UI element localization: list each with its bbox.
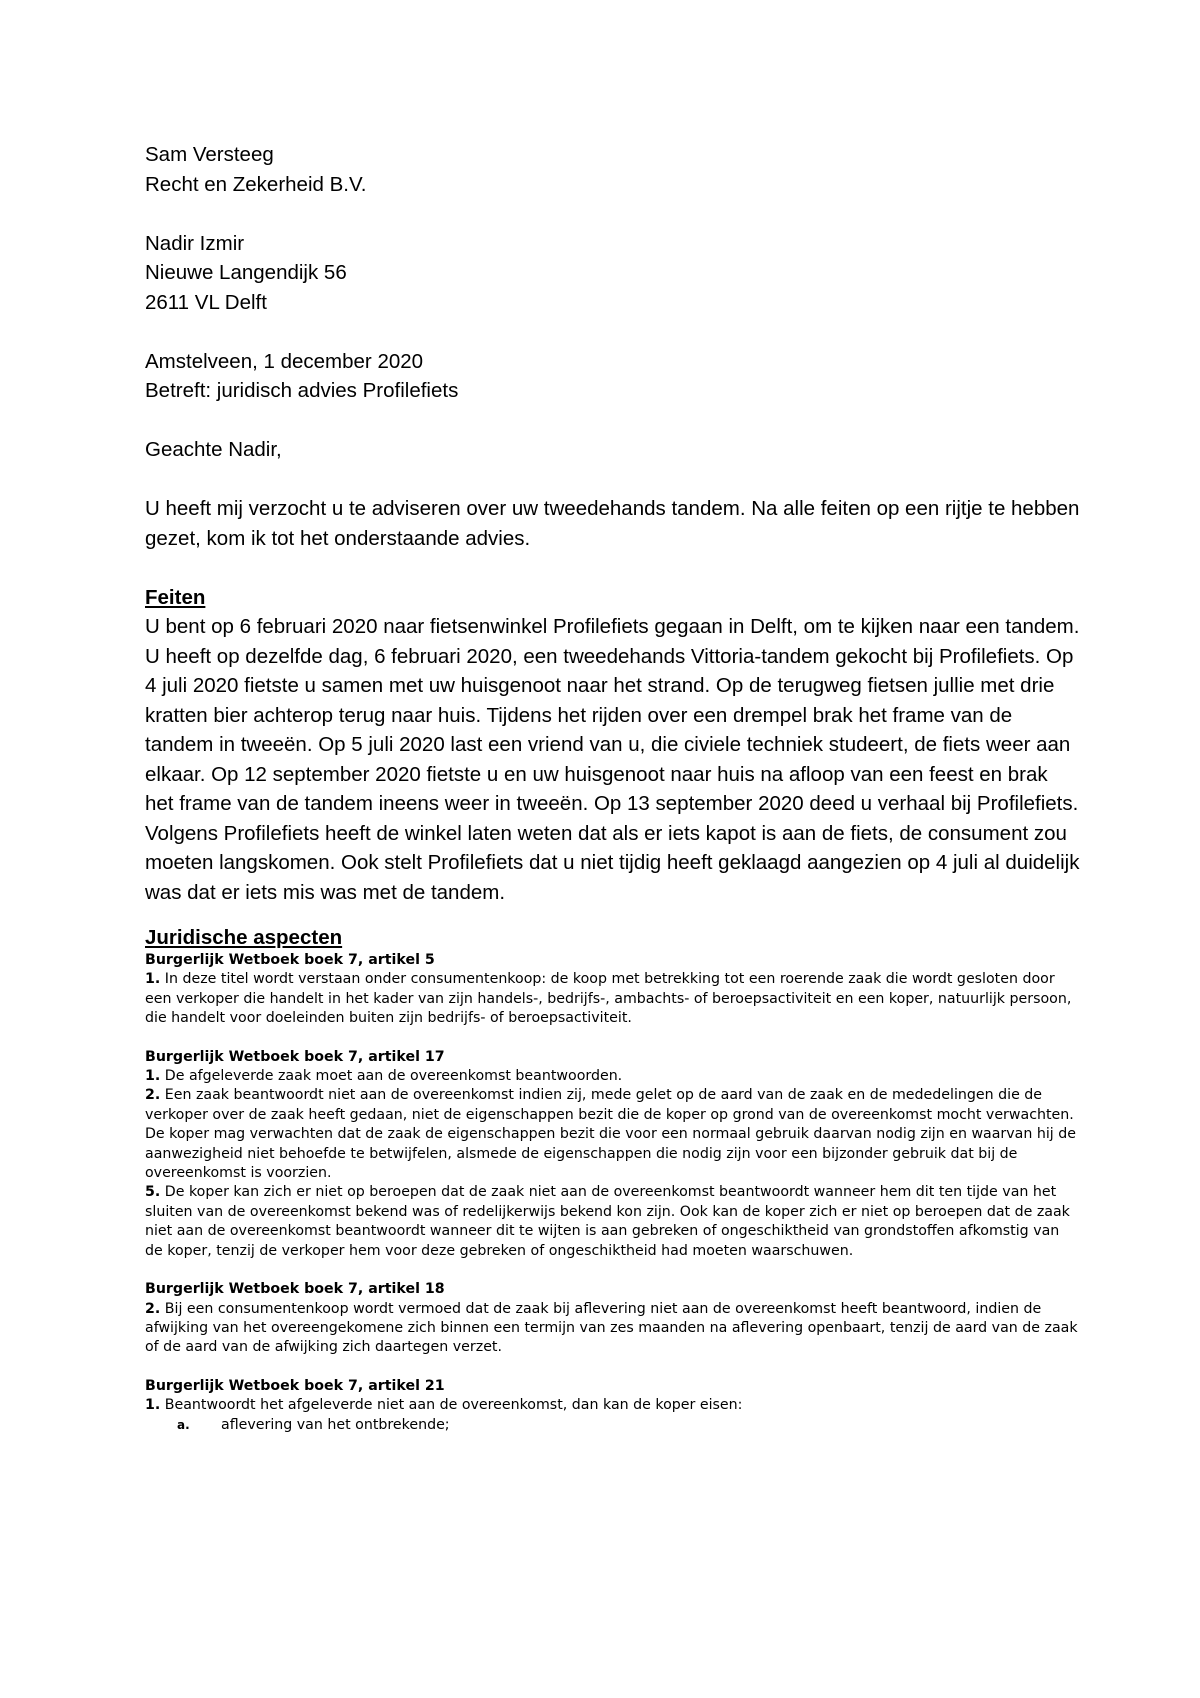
law-paragraph	[145, 1183, 1080, 1261]
law-paragraph-number: 5.	[145, 1184, 161, 1201]
feiten-section	[145, 583, 1080, 908]
law-paragraph	[145, 1396, 1080, 1415]
recipient-name: Nadir Izmir	[145, 231, 245, 255]
law-paragraph-text: Bij een consumentenkoop wordt vermoed dat de zaak bij aflevering niet aan de overeenkomst heeft beantwoord, indien de afwijking van het overeengekomene zich binnen een termijn van zes maanden na aflevering openbaart, tenzij de aard van de zaak of de aard van de afwijking zich daartegen verzet.	[145, 1300, 1078, 1356]
law-paragraph-number: 2.	[145, 1087, 161, 1104]
feiten-heading: Feiten	[145, 585, 206, 609]
law-paragraph-number: 1.	[145, 1397, 161, 1414]
law-paragraph	[145, 1300, 1080, 1358]
sender-company: Recht en Zekerheid B.V.	[145, 172, 367, 196]
recipient-street: Nieuwe Langendijk 56	[145, 261, 347, 284]
law-paragraph	[145, 970, 1080, 1028]
law-paragraph	[145, 1086, 1080, 1183]
law-paragraph-number: 1.	[145, 971, 161, 988]
feiten-body: U bent op 6 februari 2020 naar fietsenwinkel Profilefiets gegaan in Delft, om te kijken naar een tandem. U heeft op dezelfde dag, 6 februari 2020, een tweedehands Vittoria-tandem gekocht bij Profilefiets. Op 4 juli 2020 fietste u samen met uw huisgenoot naar het strand. Op de terugweg fietsen jullie met drie kratten bier achterop terug naar huis. Tijdens het rijden over een drempel brak het frame van de tandem in tweeën. Op 5 juli 2020 last een vriend van u, die civiele techniek studeert, de fiets weer aan elkaar. Op 12 september 2020 fietste u en uw huisgenoot naar huis na afloop van een feest en brak het frame van de tandem ineens weer in tweeën. Op 13 september 2020 deed u verhaal bij Profilefiets. Volgens Profilefiets heeft de winkel laten weten dat als er iets kapot is aan de fiets, de consument zou moeten langskomen. Ook stelt Profilefiets dat u niet tijdig heeft geklaagd aangezien op 4 juli al duidelijk was dat er iets mis was met de tandem.	[145, 615, 1080, 904]
law-article-title: Burgerlijk Wetboek boek 7, artikel 18	[145, 1281, 445, 1298]
law-article-title: Burgerlijk Wetboek boek 7, artikel 21	[145, 1377, 445, 1394]
law-articles	[145, 951, 1080, 1435]
law-paragraph-text: Beantwoordt het afgeleverde niet aan de overeenkomst, dan kan de koper eisen:	[160, 1397, 743, 1414]
law-paragraph-number: 1.	[145, 1068, 161, 1085]
law-article	[145, 1048, 1080, 1261]
letter-body	[145, 140, 1080, 1454]
sender-name: Sam Versteeg	[145, 143, 274, 166]
law-article-title: Burgerlijk Wetboek boek 7, artikel 5	[145, 952, 435, 968]
place-date: Amstelveen, 1 december 2020	[145, 349, 424, 373]
law-paragraph-number: 2.	[145, 1300, 161, 1317]
law-paragraph	[145, 1067, 1080, 1086]
law-paragraph-text: De koper kan zich er niet op beroepen dat de zaak niet aan de overeenkomst beantwoordt wanneer hem dit ten tijde van het sluiten van de overeenkomst bekend was of redelijkerwijs bekend kon zijn. Ook kan de koper zich er niet op beroepen dat de zaak niet aan de overeenkomst beantwoordt wanneer dit te wijten is aan gebreken of ongeschiktheid van grondstoffen afkomstig van de koper, tenzij de verkoper hem voor deze gebreken of ongeschiktheid had moeten waarschuwen.	[145, 1184, 1070, 1259]
law-article	[145, 1280, 1080, 1358]
law-article	[145, 1377, 1080, 1435]
meta-block	[145, 347, 1080, 406]
law-paragraph-text: In deze titel wordt verstaan onder consumentenkoop: de koop met betrekking tot een roerende zaak die wordt gesloten door een verkoper die handelt in het kader van zijn handels-, bedrijfs-, ambachts- of beroepsactiviteit en een koper, natuurlijk persoon, die handelt voor doeleinden buiten zijn bedrijfs- of beroepsactiviteit.	[145, 971, 1072, 1027]
law-sub-item	[145, 1416, 1080, 1435]
law-article	[145, 951, 1080, 1029]
law-paragraph-text: Een zaak beantwoordt niet aan de overeenkomst indien zij, mede gelet op de aard van de zaak en de mededelingen die de verkoper over de zaak heeft gedaan, niet de eigenschappen bezit die de koper op grond van de overeenkomst mocht verwachten. De koper mag verwachten dat de zaak de eigenschappen bezit die voor een normaal gebruik daarvan nodig zijn en waarvan hij de aanwezigheid niet behoefde te betwijfelen, alsmede de eigenschappen die nodig zijn voor een bijzonder gebruik dat bij de overeenkomst is voorzien.	[145, 1087, 1076, 1182]
salutation: Geachte Nadir,	[145, 438, 282, 461]
recipient-city: 2611 VL Delft	[145, 290, 267, 314]
law-sub-item-text: aflevering van het ontbrekende;	[221, 1416, 450, 1433]
intro-paragraph: U heeft mij verzocht u te adviseren over uw tweedehands tandem. Na alle feiten op een rijtje te hebben gezet, kom ik tot het onderstaande advies.	[145, 497, 1080, 550]
juridisch-heading: Juridische aspecten	[145, 926, 343, 949]
recipient-block	[145, 229, 1080, 318]
subject-line: Betreft: juridisch advies Profilefiets	[145, 379, 459, 402]
law-sub-item-letter: a.	[177, 1417, 190, 1432]
sender-block	[145, 140, 1080, 199]
law-article-title: Burgerlijk Wetboek boek 7, artikel 17	[145, 1048, 445, 1065]
law-paragraph-text: De afgeleverde zaak moet aan de overeenkomst beantwoorden.	[160, 1068, 623, 1085]
